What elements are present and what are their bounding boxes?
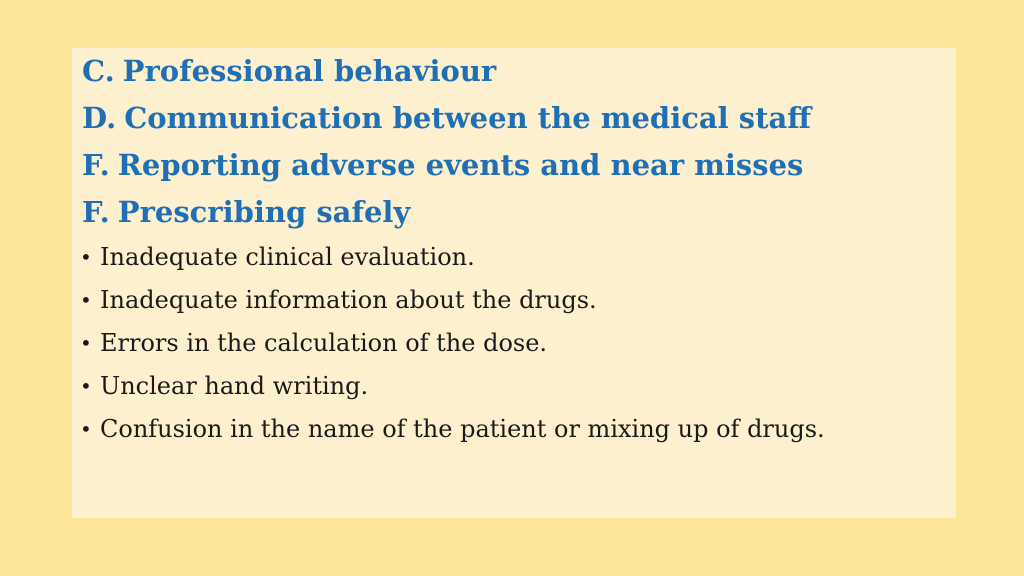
heading-f-reporting <box>82 142 811 189</box>
list-item-text: Inadequate clinical evaluation. <box>100 243 475 271</box>
list-item <box>80 365 825 408</box>
bullet-icon: • <box>80 374 92 398</box>
heading-letter: D. <box>82 101 117 135</box>
heading-d <box>82 95 811 142</box>
bullet-icon: • <box>80 245 92 269</box>
list-item <box>80 279 825 322</box>
heading-text: Prescribing safely <box>117 195 411 229</box>
heading-letter: F. <box>82 195 110 229</box>
bullet-icon: • <box>80 331 92 355</box>
content-panel <box>72 48 956 518</box>
list-item <box>80 322 825 365</box>
bullet-icon: • <box>80 288 92 312</box>
list-item-text: Confusion in the name of the patient or mixing up of drugs. <box>100 415 825 443</box>
list-item <box>80 236 825 279</box>
heading-text: Communication between the medical staff <box>124 101 812 135</box>
heading-c <box>82 48 811 95</box>
bullet-icon: • <box>80 417 92 441</box>
heading-letter: F. <box>82 148 110 182</box>
list-item-text: Errors in the calculation of the dose. <box>100 329 548 357</box>
heading-text: Professional behaviour <box>122 54 497 88</box>
list-item-text: Unclear hand writing. <box>100 372 369 400</box>
heading-f-prescribing <box>82 189 811 236</box>
heading-text: Reporting adverse events and near misses <box>117 148 804 182</box>
heading-letter: C. <box>82 54 115 88</box>
bullet-list <box>80 236 825 451</box>
list-item-text: Inadequate information about the drugs. <box>100 286 597 314</box>
list-item <box>80 408 825 451</box>
section-headings <box>82 48 811 236</box>
